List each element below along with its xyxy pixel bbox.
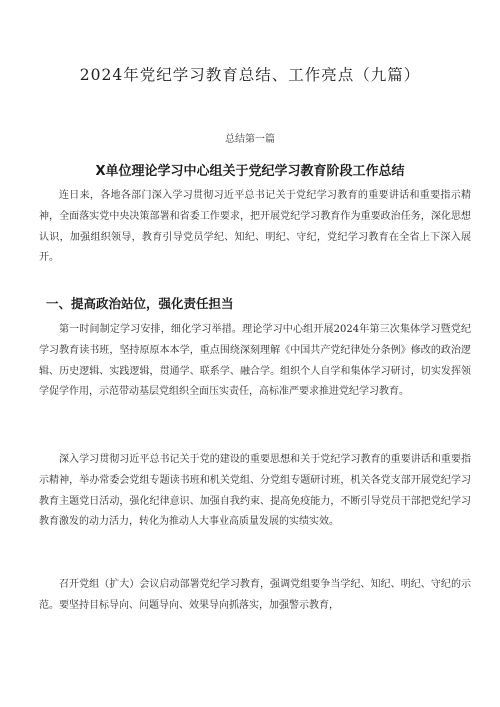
body-paragraph-3: 深入学习贯彻习近平总书记关于党的建设的重要思想和关于党纪学习教育的重要讲话和重要指示精神，举办常委会党组专题读书班和机关党组、分党组专题研讨班，机关各党支部开展党纪学习教育主题党日活动，强化纪律意识、加强自我约束、提高免疫能力，不断引导党员干部把党纪学习教育激发的动力活力，转化为推动人大事业高质量发展的实绩实效。 [39, 454, 471, 528]
document-title: 2024年党纪学习教育总结、工作亮点（九篇） [79, 66, 421, 84]
article-title: X单位理论学习中心组关于党纪学习教育阶段工作总结 [95, 164, 405, 179]
body-paragraph-2: 第一时间制定学习安排，细化学习举措。理论学习中心组开展2024年第三次集体学习暨党纪学习教育读书班，坚持原原本本学，重点围绕深刻理解《中国共产党纪律处分条例》修改的政治逻辑、历史逻辑、实践逻辑，贯通学、联系学、融合学。组织个人自学和集体学习研讨，切实发挥领学促学作用，示范带动基层党组织全面压实责任，高标准严要求推进党纪学习教育。 [39, 324, 471, 398]
section-label: 总结第一篇 [225, 134, 275, 145]
intro-paragraph: 连日来，各地各部门深入学习贯彻习近平总书记关于党纪学习教育的重要讲话和重要指示精神，全面落实党中央决策部署和省委工作要求，把开展党纪学习教育作为重要政治任务，深化思想认识，加强组织领导，教育引导党员学纪、知纪、明纪、守纪，党纪学习教育在全省上下深入展开。 [39, 190, 471, 264]
body-paragraph-4: 召开党组（扩大）会议启动部署党纪学习教育，强调党组要争当学纪、知纪、明纪、守纪的示范。要坚持目标导向、问题导向、效果导向抓落实，加强警示教育， [39, 579, 471, 611]
section-heading-1: 一、提高政治站位，强化责任担当 [46, 296, 234, 311]
